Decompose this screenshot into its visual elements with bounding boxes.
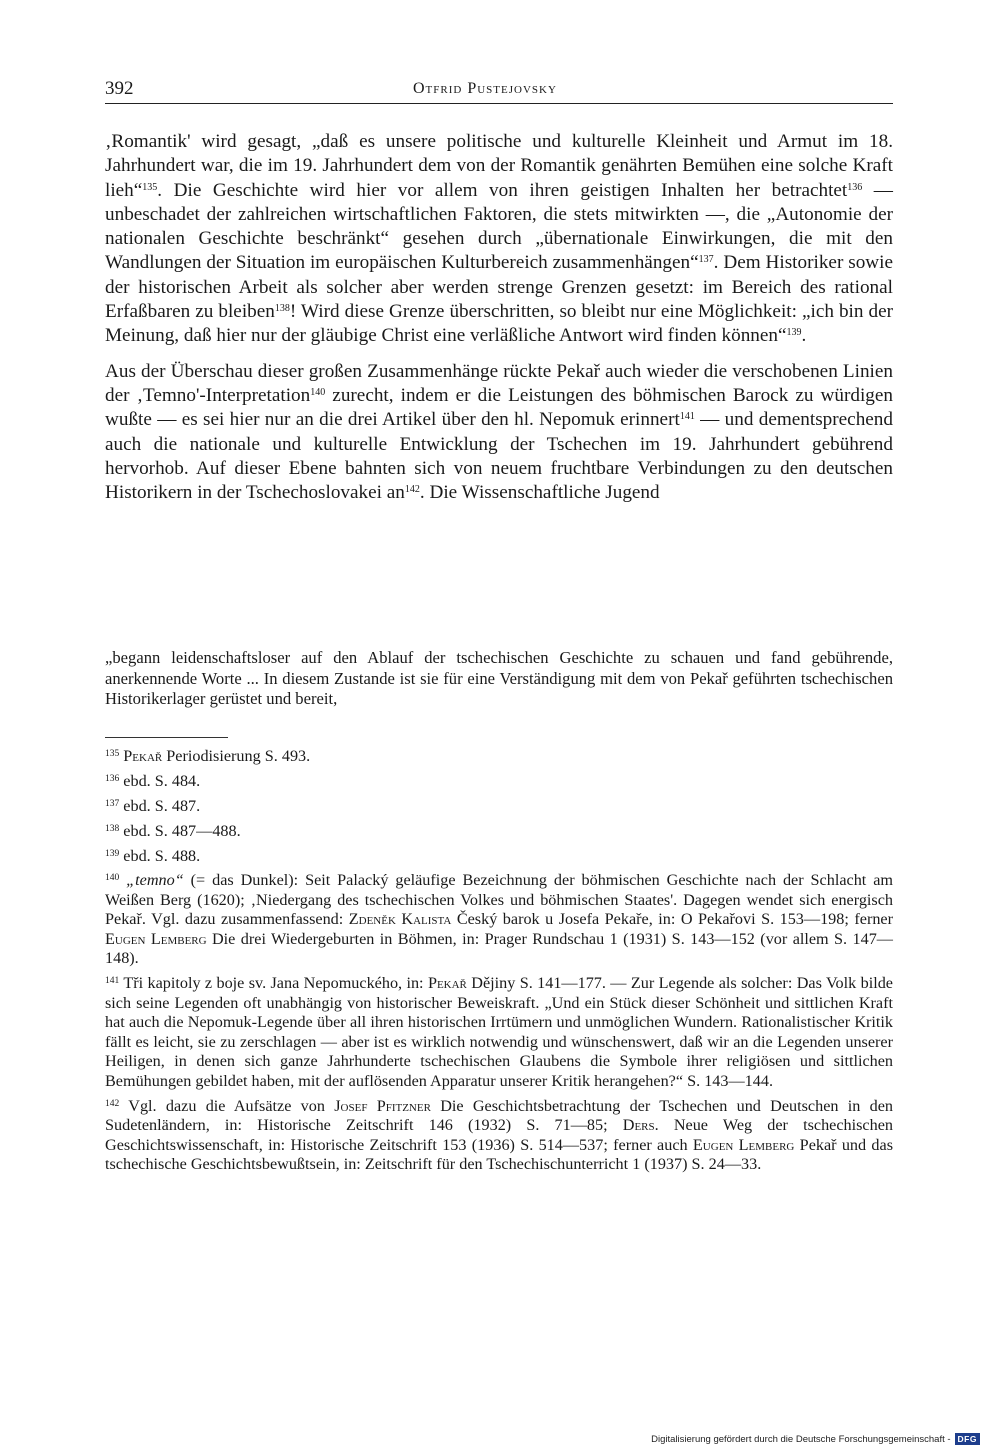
footnote-ref: 140 <box>310 386 326 398</box>
footnotes <box>105 746 893 1180</box>
footnote-term: „temno“ <box>126 871 184 889</box>
footnote-number: 137 <box>105 799 120 809</box>
footnote-text: Pekař und das tschechische Geschichtsbewußtsein, in: Zeitschrift für den Tschechischunterricht 1 (1937) S. 24—33. <box>105 1135 893 1174</box>
footnote-number: 140 <box>105 873 120 883</box>
footnote-ref: 142 <box>404 484 420 496</box>
page-header <box>105 78 893 104</box>
digitization-credit <box>651 1432 980 1446</box>
text-run: zurecht, indem er die Leistungen des böhmischen Barock zu würdigen wußte — es sei hier nur an die drei Artikel über den hl. Nepomuk erinnert <box>105 384 893 431</box>
footnote-text: (= das Dunkel): Seit Palacký geläufige Bezeichnung der böhmischen Geschichte nach der Schlacht am Weißen Berg (1620); ‚Niedergang des tschechischen Volkes und böhmischen Staates'. Dagegen wendet sich energisch Pekař. Vgl. dazu zusammenfassend: <box>105 871 893 929</box>
footnote-137 <box>105 796 893 817</box>
main-text <box>105 130 893 505</box>
footnote-author: Pekař <box>123 747 163 765</box>
footnote-136 <box>105 771 893 792</box>
footnote-number: 142 <box>105 1098 120 1109</box>
paragraph-1 <box>105 130 893 349</box>
text-run: Aus der Überschau dieser großen Zusammenhänge rückte Pekař auch wieder die verschobenen Linien der ‚Temno'-Interpretation <box>105 360 893 406</box>
text-run: ! Wird diese Grenze überschritten, so bleibt nur eine Möglichkeit: „ich bin der Meinung, daß hier nur der gläubige Christ eine verläßliche Antwort wird finden können“ <box>105 301 893 347</box>
text-run: ‚Romantik' wird gesagt, „daß es unsere politische und kulturelle Kleinheit und Armut im 18. Jahrhundert war, die im 19. Jahrhundert dem von der Romantik genährten Bemühen eine solche Kraft lieh“ <box>105 131 893 201</box>
footnote-text: Die Geschichtsbetrachtung der Tschechen und Deutschen in den Sudetenländern, in: Historische Zeitschrift 146 (1932) S. 71—85; <box>105 1096 894 1135</box>
footnote-text: ebd. S. 484. <box>123 772 201 790</box>
text-run: . Dem Historiker sowie der historischen Arbeit als solcher aber werden strenge Grenzen gesetzt: im Bereich des rational Erfaßbaren zu bleiben <box>105 252 893 323</box>
page-number: 392 <box>105 78 134 99</box>
footnote-text: ebd. S. 488. <box>123 847 201 865</box>
footnote-ref: 137 <box>698 254 714 266</box>
footnote-author: Josef Pfitzner <box>334 1096 431 1115</box>
footnote-139 <box>105 846 893 867</box>
footnote-number: 138 <box>105 824 120 834</box>
text-run: — und dementsprechend auch die nationale und kulturelle Entwicklung der Tschechen im 19. Jahrhundert gebührend hervorhob. Auf dieser Ebene bahnten sich von neuem fruchtbare Verbindungen zu den deutschen Historikern in der Tschechoslovakei an <box>105 409 893 504</box>
footnote-text: Český barok u Josefa Pekaře, in: O Pekařovi S. 153—198; ferner <box>451 910 893 929</box>
footnote-ref: 138 <box>274 303 290 315</box>
footnote-ref: 136 <box>847 181 863 193</box>
text-run: — unbeschadet der zahlreichen wirtschaftlichen Faktoren, die stets mitwirkten —, die „Autonomie der nationalen Geschichte beschränkt“ gesehen durch „übernationale Einwirkungen, die mit den Wandlungen der Situation im europäischen Kulturbereich zusammenhängen“ <box>105 179 893 274</box>
footnote-number: 136 <box>105 774 120 784</box>
footnote-author: Pekař <box>427 973 467 992</box>
footnote-text: Neue Weg der tschechischen Geschichtswissenschaft, in: Historische Zeitschrift 153 (1936) S. 514—537; ferner auch <box>105 1116 893 1154</box>
footnote-ref: 135 <box>142 181 158 193</box>
footnote-text: Dějiny S. 141—177. — Zur Legende als solcher: Das Volk bilde sich seine Legenden oft unabhängig von historischer Beweiskraft. „Und ein Stück dieser Schönheit und sittlichen Kraft hat auch die Nepomuk-Legende über all ihren historischen Irrtümern und unmöglichen Wundern. Rationalistischer Kritik fällt es leicht, sie zu zerschlagen — aber ist es wirklich notwendig und wünschenswert, daß wir an die Legenden unserer Heiligen, in denen sich ganze Jahrhunderte tschechischen Glaubens die Symbole ihrer religiösen und sittlichen Bemühungen gebildet haben, mit der auflösenden Apparatur unserer Kritik herangehen?“ S. 143—144. <box>105 973 893 1090</box>
footnote-author: Eugen Lemberg <box>105 929 207 948</box>
footnote-ref: 139 <box>786 327 802 339</box>
running-title: Otfrid Pustejovsky <box>413 80 557 97</box>
footnote-text: Vgl. dazu die Aufsätze von <box>128 1096 335 1115</box>
footnote-text: ebd. S. 487. <box>123 797 201 815</box>
footnote-author: Eugen Lemberg <box>692 1135 795 1154</box>
footnote-140 <box>105 871 893 969</box>
paragraph-2 <box>105 360 893 506</box>
footnote-142 <box>105 1097 893 1175</box>
footnote-number: 135 <box>105 749 120 759</box>
text-run: . <box>801 325 807 347</box>
footnote-ref: 141 <box>679 411 695 423</box>
text-run: . Die Wissenschaftliche Jugend <box>419 482 660 504</box>
footnote-135 <box>105 746 893 767</box>
footnote-141 <box>105 974 893 1092</box>
dfg-logo-icon: DFG <box>955 1433 980 1445</box>
footnote-author: Zdeněk Kalista <box>348 910 452 929</box>
credit-text: Digitalisierung gefördert durch die Deutsche Forschungsgemeinschaft - <box>651 1433 951 1445</box>
footnote-rule <box>105 737 228 738</box>
footnote-author: Ders. <box>622 1116 659 1135</box>
header-rule <box>105 103 893 104</box>
footnote-text: Tři kapitoly z boje sv. Jana Nepomuckého, in: <box>123 973 428 992</box>
block-quote: „begann leidenschaftsloser auf den Ablauf der tschechischen Geschichte zu schauen und fand gebührende, anerkennende Worte ... In diesem Zustande ist sie für eine Verständigung mit dem von Pekař geführten tschechischen Historikerlager gerüstet und bereit, <box>105 648 893 709</box>
text-run: . Die Geschichte wird hier vor allem von ihren geistigen Inhalten her betrachtet <box>157 179 848 201</box>
footnote-138 <box>105 821 893 842</box>
footnote-text: Periodisierung S. 493. <box>162 747 311 765</box>
footnote-text: Die drei Wiedergeburten in Böhmen, in: Prager Rundschau 1 (1931) S. 143—152 (vor allem S. 147—148). <box>105 929 893 968</box>
footnote-text: ebd. S. 487—488. <box>123 822 241 840</box>
footnote-number: 141 <box>105 975 120 986</box>
footnote-number: 139 <box>105 849 120 859</box>
